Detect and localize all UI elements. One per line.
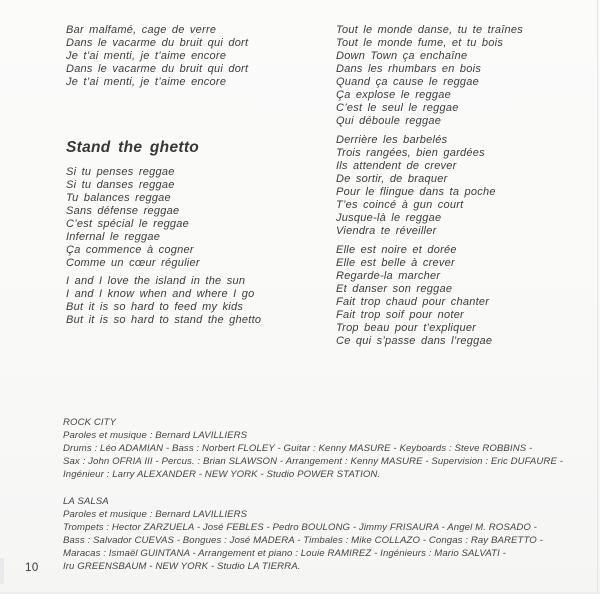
lyric-line: C’est le seul le reggae [336, 102, 459, 114]
credits-rock-city [63, 416, 588, 481]
lyric-line: Derrière les barbelés [336, 134, 448, 146]
credit-line: Paroles et musique : Bernard LAVILLIERS [63, 430, 248, 441]
lyric-line: Viendra te réveiller [336, 225, 437, 237]
lyric-line: Dans le vacarme du bruit qui dort [66, 63, 249, 75]
credit-line: Bass : Salvador CUEVAS - Bongues : José MADERA - Timbales : Mike COLLAZO - Congas : Ray BARETTO - [63, 535, 543, 546]
lyric-line: Elle est belle à crever [336, 257, 455, 269]
lyric-line: Sans défense reggae [66, 205, 180, 217]
lyric-line: Tu balances reggae [66, 192, 171, 204]
lyric-line: Si tu penses reggae [66, 166, 175, 178]
lyric-line: Dans les rhumbars en bois [336, 63, 482, 75]
lyric-line: T’es coincé à gun court [336, 199, 464, 211]
lyric-line: Tout le monde fume, et tu bois [336, 37, 504, 49]
scan-edge-right [597, 0, 598, 594]
lyric-line: I and I love the island in the sun [66, 275, 246, 287]
lyric-line: But it is so hard to stand the ghetto [66, 314, 262, 326]
lyric-stanza [66, 275, 331, 327]
lyric-line: Fait trop soif pour noter [336, 309, 464, 321]
lyric-line: Quand ça cause le reggae [336, 76, 480, 88]
lyric-line: Elle est noire et dorée [336, 244, 457, 256]
lyric-line: Ce qui s’passe dans l’reggae [336, 335, 493, 347]
lyric-line: C’est spécial le reggae [66, 218, 190, 230]
lyric-line: Et danser son reggae [336, 283, 453, 295]
lyric-line: Trois rangées, bien gardées [336, 147, 485, 159]
lyric-stanza [336, 134, 586, 238]
lyric-line: Pour le flingue dans ta poche [336, 186, 496, 198]
lyrics-left-column [66, 24, 331, 327]
credit-line: Drums : Léo ADAMIAN - Bass : Norbert FLOLEY - Guitar : Kenny MASURE - Keyboards : Steve ROBBINS - [63, 443, 533, 454]
lyric-line: Infernal le reggae [66, 231, 161, 243]
lyric-stanza [66, 24, 331, 89]
credit-line: Sax : John OFRIA III - Percus. : Brian SLAWSON - Arrangement : Kenny MASURE - Supervision : Eric DUFAURE - [63, 456, 564, 467]
credit-line: Trompets : Hector ZARZUELA - José FEBLES - Pedro BOULONG - Jimmy FRISAURA - Angel M. ROSADO - [63, 522, 537, 533]
lyric-line: Regarde-la marcher [336, 270, 441, 282]
credit-song-title: LA SALSA [63, 496, 109, 507]
credit-song-title: ROCK CITY [63, 417, 117, 428]
lyric-stanza [336, 24, 586, 128]
credit-lines [63, 429, 588, 481]
lyric-line: Qui déboule reggae [336, 115, 442, 127]
lyric-line: Ça explose le reggae [336, 89, 451, 101]
credit-line: Paroles et musique : Bernard LAVILLIERS [63, 509, 248, 520]
credit-lines [63, 508, 588, 573]
lyric-line: Bar malfamé, cage de verre [66, 24, 217, 36]
song-title-stand-the-ghetto: Stand the ghetto [66, 139, 200, 156]
credits-section [63, 416, 588, 587]
lyric-line: Si tu danses reggae [66, 179, 175, 191]
lyric-stanza [336, 244, 586, 348]
lyric-line: De sortir, de braquer [336, 173, 448, 185]
credit-line: Maracas : Ismaël GUINTANA - Arrangement et piano : Louie RAMIREZ - Ingénieurs : Mario SALVATI - [63, 548, 506, 559]
credit-line: Ingénieur : Larry ALEXANDER - NEW YORK - Studio POWER STATION. [63, 469, 381, 480]
lyric-line: Ça commence à cogner [66, 244, 194, 256]
lyric-line: Fait trop chaud pour chanter [336, 296, 490, 308]
lyric-line: But it is so hard to feed my kids [66, 301, 244, 313]
lyric-line: Je t’ai menti, je t’aime encore [66, 50, 227, 62]
lyric-line: Dans le vacarme du bruit qui dort [66, 37, 249, 49]
lyric-line: Tout le monde danse, tu te traînes [336, 24, 524, 36]
lyric-line: Down Town ça enchaîne [336, 50, 468, 62]
lyric-line: Je t’ai menti, je t’aime encore [66, 76, 227, 88]
lyric-line: I and I know when and where I go [66, 288, 255, 300]
credits-la-salsa [63, 495, 588, 573]
lyrics-right-column [336, 24, 586, 354]
lyric-line: Comme un cœur régulier [66, 257, 200, 269]
lyric-line: Jusque-là le reggae [336, 212, 442, 224]
lyric-stanza [66, 166, 331, 270]
lyric-line: Ils attendent de crever [336, 160, 457, 172]
credit-line: Iru GREENSBAUM - NEW YORK - Studio LA TIERRA. [63, 561, 301, 572]
lyric-line: Trop beau pour t’expliquer [336, 322, 477, 334]
page-number: 10 [25, 562, 39, 574]
scan-edge-mark [0, 558, 4, 584]
